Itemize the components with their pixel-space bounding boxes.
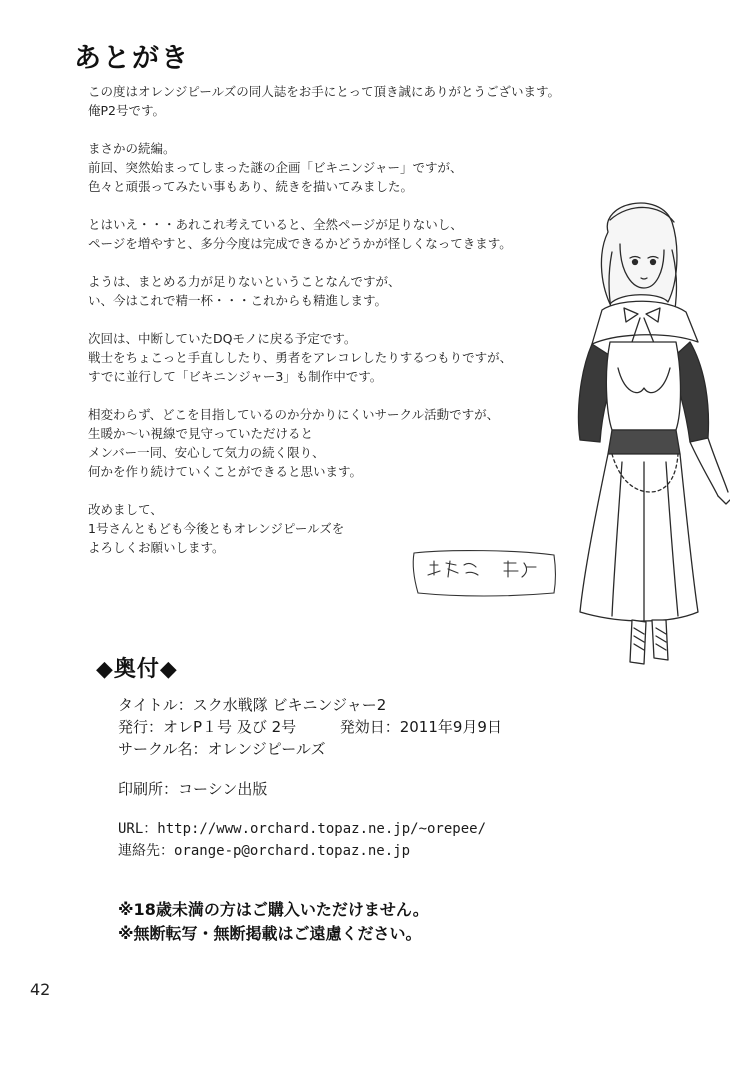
afterword-line: 戦士をちょこっと手直ししたり、勇者をアレコレしたりするつもりですが、 (88, 350, 513, 365)
afterword-line: 相変わらず、どこを目指しているのか分かりにくいサークル活動ですが、 (88, 407, 500, 422)
afterword-line: い、今はこれで精一杯・・・これからも精進します。 (88, 293, 388, 308)
afterword-heading: あとがき (74, 43, 190, 74)
colophon-url-line: URL：http://www.orchard.topaz.ne.jp/~orepee/ (118, 821, 487, 837)
afterword-line: ようは、まとめる力が足りないということなんですが、 (88, 274, 401, 289)
colophon-publisher: 発行：オレP１号 及び 2号 (118, 718, 297, 736)
afterword-line: ページを増やすと、多分今度は完成できるかどうかが怪しくなってきます。 (88, 236, 512, 251)
colophon-circle-line: サークル名：オレンジピールズ (118, 740, 326, 758)
colophon-publisher-line (118, 716, 678, 738)
afterword-line: 俺P2号です。 (88, 103, 165, 118)
colophon-date: 発効日：2011年9月9日 (339, 718, 502, 736)
warning-line: ※18歳未満の方はご購入いただけません。 (118, 900, 429, 919)
afterword-line: メンバー一同、安心して気力の続く限り、 (88, 445, 325, 460)
page-number: 42 (30, 980, 51, 999)
colophon-printer-line: 印刷所：コーシン出版 (118, 780, 268, 798)
afterword-line: まさかの続編。 (88, 141, 176, 156)
afterword-line: 次回は、中断していたDQモノに戻る予定です。 (88, 331, 357, 346)
age-restriction-notice (118, 898, 429, 946)
colophon-title-line: タイトル：スク水戦隊 ビキニンジャー2 (118, 696, 387, 714)
afterword-line: よろしくお願いします。 (88, 540, 225, 555)
colophon-details (118, 694, 678, 862)
afterword-line: 前回、突然始まってしまった謎の企画「ビキニンジャー」ですが、 (88, 160, 463, 175)
artist-signature-stamp (408, 545, 560, 601)
afterword-line: すでに並行して「ビキニンジャー3」も制作中です。 (88, 369, 383, 384)
afterword-line: 生暖か～い視線で見守っていただけると (88, 426, 314, 441)
character-illustration (540, 192, 730, 672)
colophon-contact-line: 連絡先：orange-p@orchard.topaz.ne.jp (118, 843, 411, 859)
afterword-line: 改めまして、 (88, 502, 163, 517)
colophon-title: ◆奥付◆ (96, 657, 178, 682)
afterword-line: とはいえ・・・あれこれ考えていると、全然ページが足りないし、 (88, 217, 463, 232)
afterword-line: 色々と頑張ってみたい事もあり、続きを描いてみました。 (88, 179, 414, 194)
afterword-paragraph (88, 139, 628, 196)
afterword-line: 1号さんともども今後ともオレンジピールズを (88, 521, 345, 536)
afterword-line: 何かを作り続けていくことができると思います。 (88, 464, 363, 479)
warning-line: ※無断転写・無断掲載はご遠慮ください。 (118, 924, 422, 943)
afterword-paragraph (88, 82, 628, 120)
afterword-line: この度はオレンジピールズの同人誌をお手にとって頂き誠にありがとうございます。 (88, 84, 561, 99)
